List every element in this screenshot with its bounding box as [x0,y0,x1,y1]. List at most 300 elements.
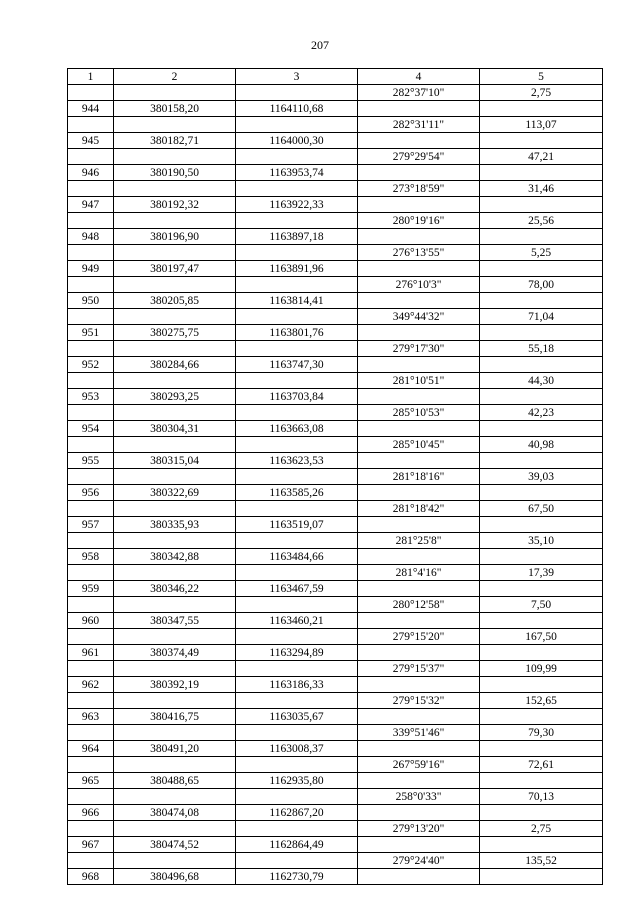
table-cell-col-2: 380488,65 [114,773,236,789]
table-cell-col-2 [114,149,236,165]
table-cell-col-3 [236,693,358,709]
table-body [68,85,603,885]
table-cell-col-1: 958 [68,549,114,565]
table-cell-col-4 [358,869,480,885]
table-cell-col-4: 279°15'32" [358,693,480,709]
table-row [68,613,603,629]
table-row [68,373,603,389]
table-cell-col-4: 282°31'11" [358,117,480,133]
table-cell-col-2 [114,309,236,325]
table-cell-col-4 [358,741,480,757]
table-cell-col-5: 135,52 [480,853,603,869]
table-cell-col-1: 966 [68,805,114,821]
table-row [68,437,603,453]
table-cell-col-5: 2,75 [480,821,603,837]
table-row [68,101,603,117]
table-cell-col-1 [68,629,114,645]
table-cell-col-3 [236,117,358,133]
table-cell-col-1 [68,533,114,549]
table-cell-col-4: 281°18'16" [358,469,480,485]
table-row [68,661,603,677]
table-row [68,549,603,565]
table-cell-col-4: 279°29'54" [358,149,480,165]
table-cell-col-1: 947 [68,197,114,213]
table-cell-col-4 [358,549,480,565]
table-cell-col-3 [236,501,358,517]
table-row [68,245,603,261]
table-cell-col-2: 380190,50 [114,165,236,181]
table-cell-col-5: 7,50 [480,597,603,613]
table-cell-col-2 [114,629,236,645]
table-cell-col-2 [114,725,236,741]
table-cell-col-4: 279°15'20" [358,629,480,645]
table-cell-col-1: 946 [68,165,114,181]
table-cell-col-5 [480,773,603,789]
table-cell-col-4: 285°10'53" [358,405,480,421]
table-row [68,165,603,181]
table-cell-col-1: 963 [68,709,114,725]
table-cell-col-5: 35,10 [480,533,603,549]
table-cell-col-3 [236,181,358,197]
table-cell-col-2 [114,597,236,613]
table-cell-col-4: 281°10'51" [358,373,480,389]
table-cell-col-5: 31,46 [480,181,603,197]
table-cell-col-3 [236,149,358,165]
table-cell-col-3 [236,853,358,869]
table-cell-col-1: 968 [68,869,114,885]
table-cell-col-4 [358,261,480,277]
table-cell-col-3 [236,85,358,101]
table-row [68,469,603,485]
table-cell-col-3 [236,469,358,485]
table-cell-col-5 [480,165,603,181]
table-row [68,277,603,293]
table-cell-col-3 [236,405,358,421]
table-cell-col-4 [358,165,480,181]
table-cell-col-3 [236,597,358,613]
table-cell-col-2: 380158,20 [114,101,236,117]
table-row [68,709,603,725]
table-cell-col-3: 1163585,26 [236,485,358,501]
table-cell-col-5: 70,13 [480,789,603,805]
table-cell-col-4 [358,389,480,405]
table-cell-col-5 [480,613,603,629]
table-cell-col-5: 5,25 [480,245,603,261]
table-row [68,501,603,517]
table-cell-col-1 [68,309,114,325]
table-cell-col-3: 1163484,66 [236,549,358,565]
table-cell-col-3 [236,277,358,293]
table-cell-col-2 [114,821,236,837]
table-cell-col-2: 380197,47 [114,261,236,277]
table-cell-col-4: 285°10'45" [358,437,480,453]
table-cell-col-2 [114,661,236,677]
table-cell-col-3 [236,373,358,389]
table-row [68,309,603,325]
table-cell-col-3: 1163801,76 [236,325,358,341]
table-cell-col-4 [358,645,480,661]
table-cell-col-5: 79,30 [480,725,603,741]
table-row [68,741,603,757]
table-cell-col-1 [68,725,114,741]
table-cell-col-4: 273°18'59" [358,181,480,197]
table-row [68,485,603,501]
table-cell-col-2: 380416,75 [114,709,236,725]
table-cell-col-2 [114,245,236,261]
table-cell-col-4: 280°19'16" [358,213,480,229]
table-cell-col-4: 279°17'30" [358,341,480,357]
column-header-2: 2 [114,69,236,85]
table-cell-col-4 [358,133,480,149]
table-row [68,677,603,693]
table-cell-col-3: 1163953,74 [236,165,358,181]
table-cell-col-2 [114,181,236,197]
table-cell-col-2 [114,117,236,133]
table-cell-col-5 [480,485,603,501]
table-cell-col-1 [68,693,114,709]
table-cell-col-3: 1163008,37 [236,741,358,757]
table-row [68,773,603,789]
table-row [68,197,603,213]
table-row [68,229,603,245]
table-cell-col-4: 267°59'16" [358,757,480,773]
table-cell-col-1 [68,181,114,197]
table-row [68,581,603,597]
table-row [68,725,603,741]
table-cell-col-1: 945 [68,133,114,149]
table-cell-col-5 [480,421,603,437]
table-cell-col-1: 965 [68,773,114,789]
table-cell-col-3: 1162730,79 [236,869,358,885]
table-cell-col-5 [480,357,603,373]
table-header [68,69,603,85]
table-cell-col-1 [68,213,114,229]
table-cell-col-2 [114,405,236,421]
table-cell-col-1 [68,853,114,869]
table-cell-col-3: 1163519,07 [236,517,358,533]
table-row [68,85,603,101]
column-header-1: 1 [68,69,114,85]
table-cell-col-3: 1163897,18 [236,229,358,245]
table-cell-col-4 [358,197,480,213]
table-cell-col-1 [68,341,114,357]
table-cell-col-3: 1163891,96 [236,261,358,277]
table-cell-col-5: 55,18 [480,341,603,357]
table-row [68,757,603,773]
table-cell-col-5 [480,133,603,149]
table-cell-col-2 [114,501,236,517]
table-cell-col-4 [358,293,480,309]
table-cell-col-2: 380315,04 [114,453,236,469]
table-cell-col-1: 962 [68,677,114,693]
table-cell-col-4: 281°25'8" [358,533,480,549]
table-cell-col-5: 71,04 [480,309,603,325]
table-cell-col-4: 276°13'55" [358,245,480,261]
table-cell-col-3 [236,245,358,261]
table-cell-col-3: 1162867,20 [236,805,358,821]
table-row [68,405,603,421]
table-cell-col-3: 1163663,08 [236,421,358,437]
table-cell-col-5 [480,101,603,117]
table-cell-col-5: 109,99 [480,661,603,677]
table-cell-col-2: 380374,49 [114,645,236,661]
table-row [68,117,603,133]
table-cell-col-3: 1162935,80 [236,773,358,789]
table-cell-col-5 [480,709,603,725]
table-cell-col-4 [358,773,480,789]
table-cell-col-1 [68,565,114,581]
table-cell-col-5 [480,293,603,309]
table-cell-col-4 [358,837,480,853]
table-cell-col-2 [114,437,236,453]
table-cell-col-5: 2,75 [480,85,603,101]
table-row [68,357,603,373]
table-cell-col-3: 1163294,89 [236,645,358,661]
column-header-4: 4 [358,69,480,85]
table-cell-col-3: 1163186,33 [236,677,358,693]
table-cell-col-2: 380496,68 [114,869,236,885]
table-cell-col-1: 944 [68,101,114,117]
table-cell-col-5: 40,98 [480,437,603,453]
table-cell-col-3: 1164000,30 [236,133,358,149]
table-cell-col-4 [358,805,480,821]
table-cell-col-3 [236,437,358,453]
table-cell-col-1: 959 [68,581,114,597]
table-cell-col-5: 25,56 [480,213,603,229]
table-cell-col-3 [236,565,358,581]
table-cell-col-4: 281°18'42" [358,501,480,517]
table-cell-col-3 [236,341,358,357]
table-cell-col-5: 67,50 [480,501,603,517]
table-cell-col-1: 950 [68,293,114,309]
table-cell-col-2: 380275,75 [114,325,236,341]
table-cell-col-5: 39,03 [480,469,603,485]
table-cell-col-5: 47,21 [480,149,603,165]
table-cell-col-2 [114,213,236,229]
table-cell-col-4 [358,357,480,373]
table-cell-col-3 [236,757,358,773]
table-row [68,181,603,197]
table-cell-col-5 [480,453,603,469]
table-cell-col-2 [114,85,236,101]
table-row [68,565,603,581]
table-cell-col-2: 380293,25 [114,389,236,405]
table-cell-col-5 [480,677,603,693]
table-row [68,853,603,869]
table-cell-col-3: 1163623,53 [236,453,358,469]
table-cell-col-2: 380342,88 [114,549,236,565]
table-cell-col-5 [480,549,603,565]
table-cell-col-3 [236,821,358,837]
table-cell-col-1 [68,501,114,517]
table-cell-col-5 [480,581,603,597]
table-row [68,261,603,277]
table-cell-col-1: 961 [68,645,114,661]
table-cell-col-5 [480,261,603,277]
table-row [68,453,603,469]
table-cell-col-2: 380346,22 [114,581,236,597]
table-cell-col-5 [480,197,603,213]
table-cell-col-3: 1163460,21 [236,613,358,629]
table-cell-col-4: 349°44'32" [358,309,480,325]
table-cell-col-4: 280°12'58" [358,597,480,613]
table-row [68,421,603,437]
table-cell-col-3: 1163922,33 [236,197,358,213]
table-cell-col-1: 951 [68,325,114,341]
table-cell-col-5: 113,07 [480,117,603,133]
table-cell-col-1: 952 [68,357,114,373]
table-cell-col-1: 953 [68,389,114,405]
table-cell-col-1: 955 [68,453,114,469]
table-row [68,597,603,613]
table-row [68,213,603,229]
table-cell-col-4: 282°37'10" [358,85,480,101]
table-cell-col-1 [68,117,114,133]
table-cell-col-2: 380196,90 [114,229,236,245]
table-cell-col-1 [68,149,114,165]
table-cell-col-1 [68,405,114,421]
table-cell-col-3: 1162864,49 [236,837,358,853]
table-row [68,293,603,309]
table-cell-col-1: 964 [68,741,114,757]
table-cell-col-2: 380335,93 [114,517,236,533]
table-cell-col-2 [114,341,236,357]
table-cell-col-1 [68,757,114,773]
table-row [68,389,603,405]
table-cell-col-2 [114,565,236,581]
table-cell-col-3: 1163467,59 [236,581,358,597]
coordinates-table [67,68,603,885]
table-cell-col-4: 279°13'20" [358,821,480,837]
table-cell-col-5 [480,837,603,853]
table-cell-col-2: 380322,69 [114,485,236,501]
table-cell-col-4: 339°51'46" [358,725,480,741]
table-cell-col-2: 380182,71 [114,133,236,149]
table-cell-col-4 [358,677,480,693]
table-row [68,325,603,341]
page-number: 207 [311,38,329,52]
table-cell-col-3: 1163703,84 [236,389,358,405]
table-cell-col-1: 956 [68,485,114,501]
table-cell-col-2: 380284,66 [114,357,236,373]
table-cell-col-2: 380474,08 [114,805,236,821]
table-cell-col-4 [358,453,480,469]
table-row [68,869,603,885]
table-cell-col-5: 167,50 [480,629,603,645]
table-cell-col-2: 380491,20 [114,741,236,757]
table-cell-col-2: 380392,19 [114,677,236,693]
table-cell-col-1 [68,437,114,453]
table-cell-col-1 [68,597,114,613]
table-cell-col-5 [480,229,603,245]
table-cell-col-4 [358,325,480,341]
table-row [68,133,603,149]
table-cell-col-4: 276°10'3" [358,277,480,293]
table-cell-col-5: 72,61 [480,757,603,773]
table-cell-col-5 [480,645,603,661]
table-cell-col-2 [114,533,236,549]
table-cell-col-2: 380347,55 [114,613,236,629]
table-row [68,805,603,821]
table-cell-col-3: 1163035,67 [236,709,358,725]
table-cell-col-2 [114,277,236,293]
table-cell-col-5 [480,805,603,821]
table-cell-col-1 [68,821,114,837]
table-cell-col-5: 78,00 [480,277,603,293]
table-row [68,533,603,549]
table-cell-col-4: 258°0'33" [358,789,480,805]
column-header-5: 5 [480,69,603,85]
table-cell-col-5 [480,389,603,405]
table-cell-col-2: 380192,32 [114,197,236,213]
table-cell-col-2: 380474,52 [114,837,236,853]
table-cell-col-1: 967 [68,837,114,853]
table-cell-col-3 [236,309,358,325]
table-cell-col-2 [114,789,236,805]
table-cell-col-5 [480,325,603,341]
header-row [68,69,603,85]
table-cell-col-1: 960 [68,613,114,629]
table-cell-col-4: 279°15'37" [358,661,480,677]
table-cell-col-4: 279°24'40" [358,853,480,869]
table-cell-col-5 [480,517,603,533]
table-cell-col-1: 954 [68,421,114,437]
table-cell-col-1 [68,373,114,389]
table-row [68,837,603,853]
table-cell-col-3 [236,533,358,549]
table-cell-col-2: 380205,85 [114,293,236,309]
table-cell-col-1 [68,245,114,261]
table-row [68,789,603,805]
table-cell-col-1 [68,85,114,101]
table-cell-col-3 [236,789,358,805]
table-cell-col-1: 949 [68,261,114,277]
column-header-3: 3 [236,69,358,85]
table-row [68,517,603,533]
table-cell-col-3 [236,725,358,741]
table-cell-col-4 [358,517,480,533]
table-row [68,629,603,645]
table-row [68,645,603,661]
table-cell-col-3: 1163814,41 [236,293,358,309]
table-cell-col-1: 957 [68,517,114,533]
table-cell-col-4 [358,101,480,117]
table-cell-col-2 [114,469,236,485]
table-cell-col-4 [358,421,480,437]
table-cell-col-5: 152,65 [480,693,603,709]
table-cell-col-3 [236,661,358,677]
table-cell-col-1 [68,469,114,485]
table-cell-col-5: 44,30 [480,373,603,389]
table-row [68,149,603,165]
table-cell-col-4 [358,581,480,597]
table-row [68,821,603,837]
table-cell-col-2 [114,853,236,869]
table-cell-col-1 [68,277,114,293]
table-cell-col-3: 1163747,30 [236,357,358,373]
table-cell-col-4 [358,709,480,725]
table-cell-col-2: 380304,31 [114,421,236,437]
table-cell-col-1 [68,789,114,805]
table-cell-col-4: 281°4'16" [358,565,480,581]
table-cell-col-5: 17,39 [480,565,603,581]
table-cell-col-4 [358,229,480,245]
table-cell-col-2 [114,373,236,389]
table-cell-col-5 [480,869,603,885]
table-row [68,341,603,357]
table-row [68,693,603,709]
table-cell-col-4 [358,613,480,629]
